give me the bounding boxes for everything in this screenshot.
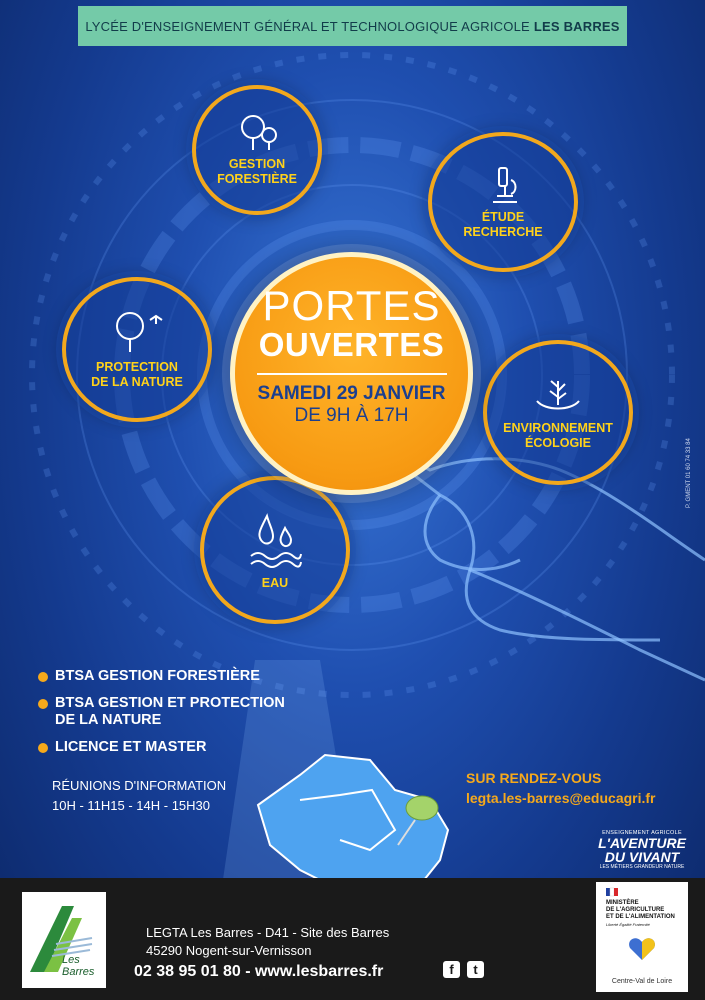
ministry-line: DE L'AGRICULTURE xyxy=(606,907,665,913)
theme-label-line1: GESTION xyxy=(228,157,286,171)
theme-gestion-forestiere xyxy=(192,85,322,215)
header-school-name: LES BARRES xyxy=(533,18,620,34)
facebook-icon[interactable]: f xyxy=(443,961,460,978)
theme-label-line2: FORESTIÈRE xyxy=(217,172,297,186)
reunions-info xyxy=(52,776,226,816)
center-date: SAMEDI 29 JANVIER xyxy=(257,383,446,404)
bullet-dot xyxy=(38,743,48,753)
program-item xyxy=(38,668,260,685)
ministry-motto: Liberté Égalité Fraternité xyxy=(606,922,650,927)
reunions-times: 10H - 11H15 - 14H - 15H30 xyxy=(52,798,211,813)
center-title-1: PORTES xyxy=(262,282,441,329)
twitter-icon[interactable]: t xyxy=(467,961,484,978)
address-line1: LEGTA Les Barres - D41 - Site des Barres xyxy=(146,925,390,940)
header-school: LYCÉE D'ENSEIGNEMENT GÉNÉRAL ET TECHNOLOGIQUE AGRICOLE xyxy=(85,18,530,34)
logo-name: Les Barres xyxy=(62,954,95,978)
microscope-icon xyxy=(483,164,523,204)
bullet-dot xyxy=(38,699,48,709)
center-hours: DE 9H À 17H xyxy=(294,405,409,426)
theme-label-line2: RECHERCHE xyxy=(463,225,543,239)
program-label: BTSA GESTION FORESTIÈRE xyxy=(55,668,260,684)
tree-icon xyxy=(235,113,279,151)
rdv-title: SUR RENDEZ-VOUS xyxy=(466,770,602,786)
portes-ouvertes-circle xyxy=(230,252,473,495)
program-label: BTSA GESTION ET PROTECTION xyxy=(55,695,285,711)
program-label: LICENCE ET MASTER xyxy=(55,739,207,755)
aventure-bottom: LES MÉTIERS GRANDEUR NATURE xyxy=(599,864,685,870)
theme-protection-nature xyxy=(62,277,212,422)
theme-label-line1: PROTECTION xyxy=(96,359,178,374)
aventure-line2: DU VIVANT xyxy=(604,849,680,865)
center-divider xyxy=(257,373,447,375)
theme-label: EAU xyxy=(261,575,289,590)
header-band xyxy=(78,6,627,46)
ministry-flag-icon xyxy=(596,882,688,992)
ministry-text xyxy=(606,900,675,928)
plant-hands-icon xyxy=(533,375,583,415)
address-line2: 45290 Nogent-sur-Vernisson xyxy=(146,943,312,958)
theme-environnement-ecologie xyxy=(483,340,633,485)
theme-eau xyxy=(200,476,350,624)
program-item xyxy=(38,695,285,729)
phone-website[interactable]: 02 38 95 01 80 - www.lesbarres.fr xyxy=(134,963,384,980)
theme-label-line1: ÉTUDE xyxy=(481,210,525,224)
rendez-vous-info xyxy=(466,768,656,808)
tree-bird-icon xyxy=(108,310,166,354)
aventure-line1: L'AVENTURE xyxy=(598,835,686,851)
print-credit: P. GMENT 01 60 74 33 84 xyxy=(686,438,692,508)
water-drops-icon xyxy=(245,510,305,570)
program-label-2: DE LA NATURE xyxy=(55,712,162,728)
rdv-email[interactable]: legta.les-barres@educagri.fr xyxy=(466,790,656,806)
region-name: Centre-Val de Loire xyxy=(611,978,673,985)
ministry-logo-block xyxy=(596,882,688,992)
footer-address xyxy=(146,924,389,960)
theme-etude-recherche xyxy=(428,132,578,272)
reunions-title: RÉUNIONS D'INFORMATION xyxy=(52,778,227,793)
center-title-2: OUVERTES xyxy=(258,326,445,363)
bullet-dot xyxy=(38,672,48,682)
ministry-line: MINISTÈRE xyxy=(606,900,639,906)
aventure-top: ENSEIGNEMENT AGRICOLE xyxy=(602,830,682,836)
aventure-du-vivant-logo xyxy=(596,830,688,870)
theme-label-line2: DE LA NATURE xyxy=(91,374,183,389)
les-barres-logo xyxy=(22,892,106,988)
theme-label-line2: ÉCOLOGIE xyxy=(525,435,591,450)
theme-label-line1: ENVIRONNEMENT xyxy=(503,420,613,435)
ministry-line: ET DE L'ALIMENTATION xyxy=(606,914,675,920)
program-item xyxy=(38,739,206,756)
